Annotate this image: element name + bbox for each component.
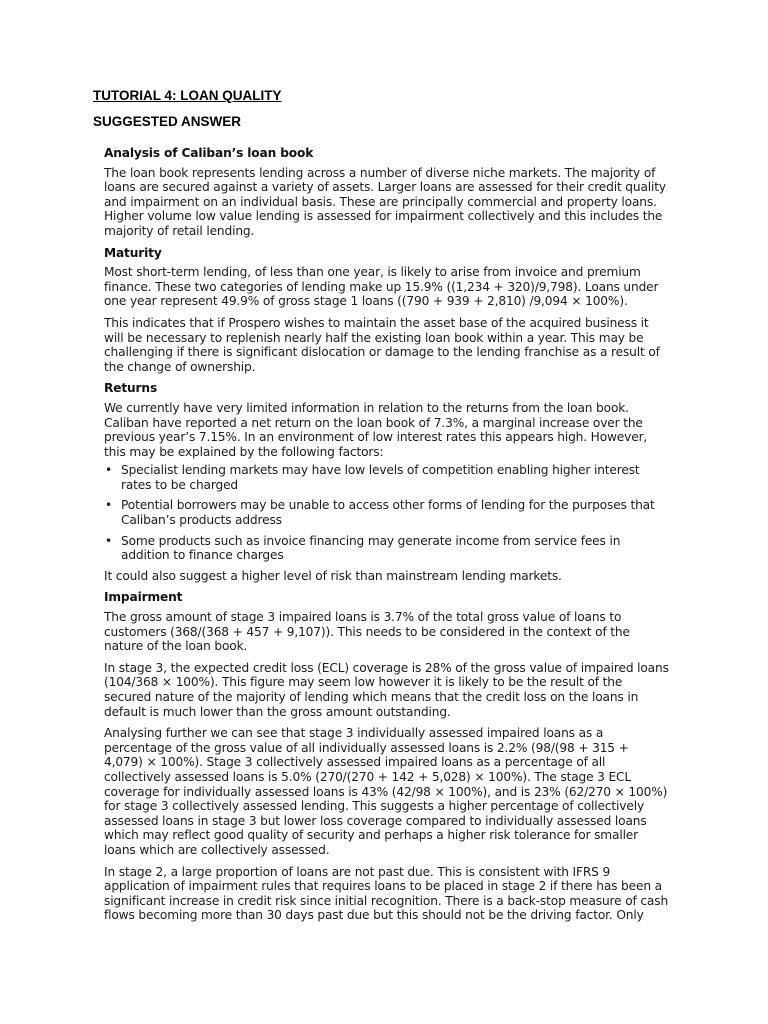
returns-factor-list [104, 463, 669, 563]
list-item: • Some products such as invoice financing may generate income from service fees in addition to finance charges [104, 534, 669, 563]
document-subtitle: SUGGESTED ANSWER [93, 114, 242, 129]
returns-paragraph-2: It could also suggest a higher level of risk than mainstream lending markets. [104, 568, 562, 583]
analysis-heading: Analysis of Caliban’s loan book [104, 146, 314, 160]
impairment-paragraph-2: In stage 3, the expected credit loss (ECL) coverage is 28% of the gross value of impaired loans (104/368 × 100%). This figure may seem low however it is likely to be the result of the secured nature of the majority of lending which means that the credit loss on the loans in default is much lower than the gross amount outstanding. [104, 660, 669, 719]
maturity-paragraph-2: This indicates that if Prospero wishes to maintain the asset base of the acquired business it will be necessary to replenish nearly half the existing loan book within a year. This may be challenging if there is significant dislocation or damage to the lending franchise as a result of the change of ownership. [104, 315, 660, 374]
list-item: • Potential borrowers may be unable to access other forms of lending for the purposes that Caliban’s products address [104, 498, 669, 527]
analysis-paragraph: The loan book represents lending across a number of diverse niche markets. The majority of loans are secured against a variety of assets. Larger loans are assessed for their credit quality and impairment on an individual basis. These are principally commercial and property loans. Higher volume low value lending is assessed for impairment collectively and this includes the majority of retail lending. [104, 165, 666, 238]
list-item: • Specialist lending markets may have low levels of competition enabling higher interest rates to be charged [104, 463, 669, 492]
returns-heading: Returns [104, 381, 158, 396]
impairment-paragraph-1: The gross amount of stage 3 impaired loans is 3.7% of the total gross value of loans to customers (368/(368 + 457 + 9,107)). This needs to be considered in the context of the nature of the loan book. [104, 610, 630, 654]
impairment-heading: Impairment [104, 590, 183, 605]
document-body [104, 146, 669, 927]
impairment-paragraph-3: Analysing further we can see that stage 3 individually assessed impaired loans as a percentage of the gross value of all individually assessed loans is 2.2% (98/(98 + 315 + 4,079) × 100%). Stage 3 collectively assessed impaired loans as a percentage of all collectively assessed loans is 5.0% (270/(270 + 142 + 5,028) × 100%). The stage 3 ECL coverage for individually assessed loans is 43% (42/98 × 100%), and is 23% (62/270 × 100%) for stage 3 collectively assessed lending. This suggests a higher percentage of collectively assessed loans in stage 3 but lower loss coverage compared to individually assessed loans which may reflect good quality of security and perhaps a higher risk tolerance for smaller loans which are collectively assessed. [104, 726, 668, 857]
document-title: TUTORIAL 4: LOAN QUALITY [93, 88, 282, 103]
impairment-paragraph-4: In stage 2, a large proportion of loans are not past due. This is consistent with IFRS 9 application of impairment rules that requires loans to be placed in stage 2 if there has been a significant increase in credit risk since initial recognition. There is a back-stop measure of cash flows becoming more than 30 days past due but this should not be the driving factor. Only [104, 864, 669, 923]
maturity-heading: Maturity [104, 245, 162, 260]
maturity-paragraph-1: Most short-term lending, of less than one year, is likely to arise from invoice and premium finance. These two categories of lending make up 15.9% ((1,234 + 320)/9,798). Loans under one year represent 49.9% of gross stage 1 loans ((790 + 939 + 2,810) /9,094 × 100%). [104, 265, 659, 309]
returns-paragraph-1: We currently have very limited information in relation to the returns from the loan book. Caliban have reported a net return on the loan book of 7.3%, a marginal increase over the previous year’s 7.15%. In an environment of low interest rates this appears high. However, this may be explained by the following factors: [104, 400, 648, 459]
